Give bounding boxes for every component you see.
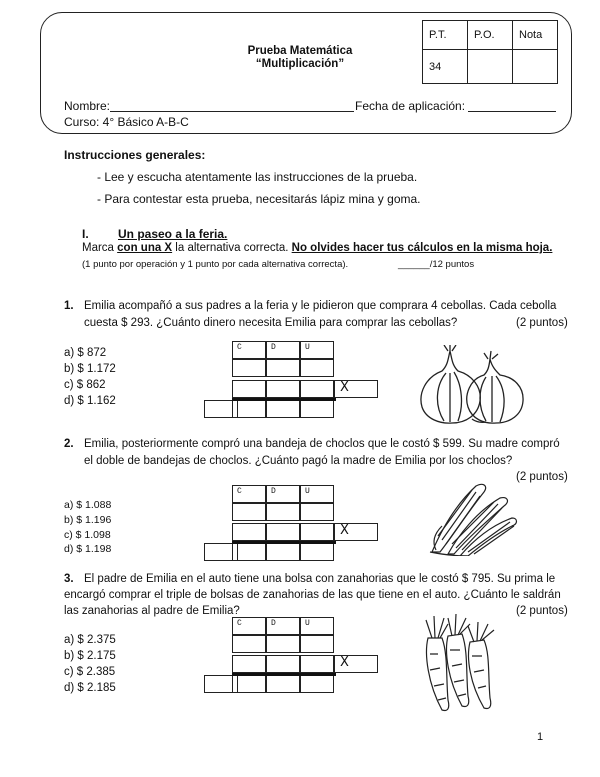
option-d[interactable]: d) $ 1.162 (64, 395, 116, 407)
question-points: (2 puntos) (516, 317, 568, 329)
option-b[interactable]: b) $ 1.172 (64, 363, 116, 375)
option-b[interactable]: b) $ 1.196 (64, 514, 112, 526)
grade-value-po[interactable] (468, 50, 513, 84)
instruction-item: - Para contestar esta prueba, necesitarás lápiz mina y goma. (97, 192, 421, 206)
corn-icon (428, 478, 518, 556)
grade-table (422, 20, 558, 84)
section-instruction: Marca con una X la alternativa correcta. No olvides hacer tus cálculos en la misma hoja. (82, 242, 553, 254)
option-a[interactable]: a) $ 1.088 (64, 499, 112, 511)
grade-header-po: P.O. (468, 21, 513, 50)
option-c[interactable]: c) $ 862 (64, 379, 106, 391)
question-number: 3. (64, 573, 74, 585)
question-number: 1. (64, 300, 74, 312)
option-a[interactable]: a) $ 2.375 (64, 634, 116, 646)
calc-label-u: U (305, 487, 310, 496)
course-label: Curso: 4° Básico A-B-C (64, 115, 189, 129)
calc-label-u: U (305, 343, 310, 352)
page-number: 1 (537, 731, 544, 743)
date-field[interactable] (468, 111, 556, 112)
test-subtitle: “Multiplicación” (255, 58, 345, 70)
option-d[interactable]: d) $ 1.198 (64, 543, 112, 555)
option-b[interactable]: b) $ 2.175 (64, 650, 116, 662)
question-points: (2 puntos) (516, 605, 568, 617)
question-text: el doble de bandejas de choclos. ¿Cuánto pagó la madre de Emilia por los choclos? (84, 455, 513, 467)
points-note: (1 punto por operación y 1 punto por cada alternativa correcta). (82, 259, 349, 270)
section-title: Un paseo a la feria. (118, 227, 228, 241)
question-number: 2. (64, 438, 74, 450)
question-text: encargó comprar el triple de bolsas de zanahorias de las que tiene en el auto. ¿Cuánto le saldrán (64, 589, 561, 601)
grade-value-pt: 34 (423, 50, 468, 84)
grade-header-nota: Nota (513, 21, 558, 50)
calc-label-c: C (237, 343, 242, 352)
name-field[interactable] (110, 111, 354, 112)
calc-label-c: C (237, 487, 242, 496)
option-c[interactable]: c) $ 2.385 (64, 666, 116, 678)
onion-icon (412, 345, 527, 425)
question-points: (2 puntos) (516, 471, 568, 483)
section-number: I. (82, 227, 89, 241)
instruction-item: - Lee y escucha atentamente las instrucciones de la prueba. (97, 170, 418, 184)
score-total: ______/12 puntos (398, 259, 475, 270)
calc-label-d: D (271, 619, 276, 628)
question-text: El padre de Emilia en el auto tiene una bolsa con zanahorias que le costó $ 795. Su prima le (84, 573, 556, 585)
calc-label-d: D (271, 343, 276, 352)
multiply-sign: X (340, 380, 349, 395)
calc-label-c: C (237, 619, 242, 628)
grade-value-nota[interactable] (513, 50, 558, 84)
question-text: cuesta $ 293. ¿Cuánto dinero necesita Emilia para comprar las cebollas? (84, 317, 458, 329)
option-d[interactable]: d) $ 2.185 (64, 682, 116, 694)
test-title: Prueba Matemática (247, 45, 353, 57)
option-c[interactable]: c) $ 1.098 (64, 529, 111, 541)
date-label: Fecha de aplicación: (355, 99, 466, 113)
grade-header-pt: P.T. (423, 21, 468, 50)
multiply-sign: X (340, 523, 349, 538)
question-text: Emilia, posteriormente compró una bandeja de choclos que le costó $ 599. Su madre compró (84, 438, 560, 450)
question-text: las zanahorias al padre de Emilia? (64, 605, 240, 617)
option-a[interactable]: a) $ 872 (64, 347, 107, 359)
question-text: Emilia acompañó a sus padres a la feria y le pidieron que comprara 4 cebollas. Cada cebolla (84, 300, 557, 312)
calc-label-u: U (305, 619, 310, 628)
name-label: Nombre: (64, 99, 111, 113)
multiply-sign: X (340, 655, 349, 670)
instructions-heading: Instrucciones generales: (64, 148, 206, 162)
calc-label-d: D (271, 487, 276, 496)
carrot-icon (418, 614, 508, 714)
